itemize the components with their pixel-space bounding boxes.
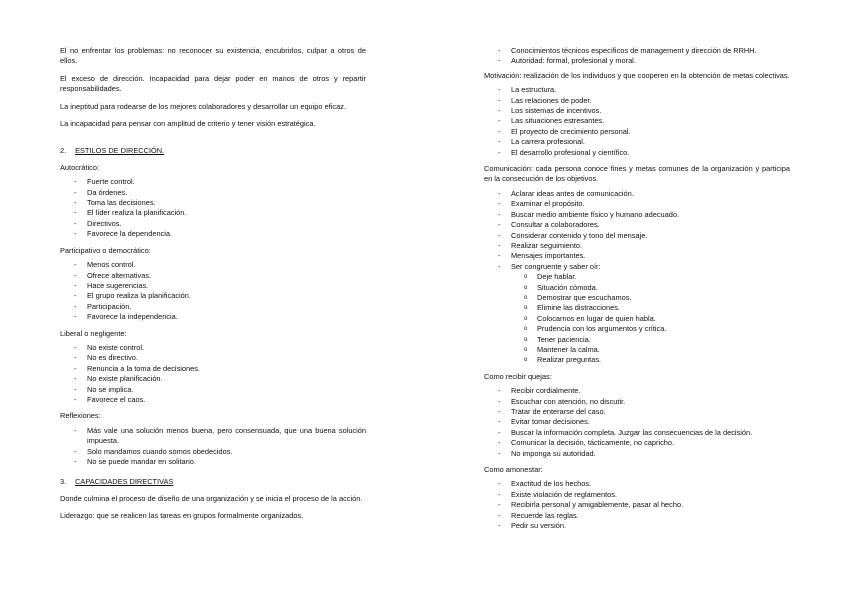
comunicacion-list <box>484 189 790 262</box>
list-item: - Autoridad: formal, profesional y moral. <box>498 56 790 66</box>
list-item: - La carrera profesional. <box>498 137 790 147</box>
autocratico-list <box>60 177 366 239</box>
list-item: - Recibir cordialmente. <box>498 386 790 396</box>
list-item: - Recuerde las reglas. <box>498 511 790 521</box>
section-2-title: ESTILOS DE DIRECCIÓN. <box>75 146 165 156</box>
list-item: - Buscar la información completa. Juzgar las consecuencias de la decisión. <box>498 428 790 438</box>
list-item: - Las situaciones estresantes. <box>498 116 790 126</box>
list-item: - Exactitud de los hechos. <box>498 479 790 489</box>
list-item: - Toma las decisiones. <box>74 198 366 208</box>
reflexiones-list <box>60 426 366 468</box>
list-item: - Menos control. <box>74 260 366 270</box>
section-3-heading <box>60 477 366 487</box>
right-column <box>484 46 790 537</box>
list-item: - Realizar seguimiento. <box>498 241 790 251</box>
list-item: - Tratar de enterarse del caso. <box>498 407 790 417</box>
comunicacion-label: Comunicación: cada persona conoce fines y metas comunes de la organización y participa en la consecución de los objetivos. <box>484 164 790 184</box>
section-3-number: 3. <box>60 477 67 487</box>
amonestar-label: Como amonestar: <box>484 465 543 475</box>
list-item: - El grupo realiza la planificación. <box>74 291 366 301</box>
list-item: - Directivos. <box>74 219 366 229</box>
list-item: - Favorece la independencia. <box>74 312 366 322</box>
list-item: o Elimine las distracciones. <box>524 303 790 313</box>
list-item: - El líder realiza la planificación. <box>74 208 366 218</box>
list-item: - Consultar a colaboradores. <box>498 220 790 230</box>
list-item: o Tener paciencia. <box>524 335 790 345</box>
list-item: o Colocarnos en lugar de quien habla. <box>524 314 790 324</box>
list-item: - Renuncia a la toma de decisiones. <box>74 364 366 374</box>
list-item: - Participación. <box>74 302 366 312</box>
list-item: o Deje hablar. <box>524 272 790 282</box>
list-item: - Evitar tomar decisiones. <box>498 417 790 427</box>
list-item: - Mensajes importantes. <box>498 251 790 261</box>
intro-paragraph: La incapacidad para pensar con amplitud de criterio y tener visión estratégica. <box>60 119 316 129</box>
list-item: - Considerar contenido y tono del mensaje. <box>498 231 790 241</box>
liberal-list <box>60 343 366 405</box>
quejas-list <box>484 386 790 459</box>
list-item: o Situación cómoda. <box>524 283 790 293</box>
quejas-label: Como recibir quejas: <box>484 371 552 381</box>
top-list <box>484 46 790 67</box>
participativo-label: Participativo o democrático: <box>60 245 151 255</box>
liderazgo-paragraph: Liderazgo: que se realicen las tareas en grupos formalmente organizados. <box>60 511 304 521</box>
list-item: - Buscar medio ambiente físico y humano adecuado. <box>498 210 790 220</box>
list-item: - No es directivo. <box>74 353 366 363</box>
list-item: - No existe control. <box>74 343 366 353</box>
intro-paragraph: El no enfrentar los problemas: no reconocer su existencia, encubrirlos, culpar a otros de ellos. <box>60 46 366 66</box>
section-2-heading <box>60 146 366 156</box>
participativo-list <box>60 260 366 322</box>
motivacion-label: Motivación: realización de los individuos y que cooperen en la obtención de metas colectivas. <box>484 70 790 80</box>
list-item: o Demostrar que escuchamos. <box>524 293 790 303</box>
list-item: - Más vale una solución menos buena, pero consensuada, que una buena solución impuesta. <box>74 426 366 447</box>
congruente-list <box>484 262 790 366</box>
list-item: - Las relaciones de poder. <box>498 96 790 106</box>
list-item: - Favorece el caos. <box>74 395 366 405</box>
motivacion-list <box>484 85 790 158</box>
list-item: - No existe planificación. <box>74 374 366 384</box>
list-item: - Solo mandamos cuando somos obedecidos. <box>74 447 366 457</box>
list-item: - Examinar el propósito. <box>498 199 790 209</box>
list-item: - Escuchar con atención, no discutir. <box>498 397 790 407</box>
congruente-label: Ser congruente y saber oír: <box>511 261 601 271</box>
amonestar-list <box>484 479 790 531</box>
list-item: - La estructura. <box>498 85 790 95</box>
section-2-number: 2. <box>60 146 67 156</box>
list-item: - Comunicar la decisión, tácticamente, no capricho. <box>498 438 790 448</box>
list-item: - Da órdenes. <box>74 188 366 198</box>
list-item: - No se puede mandar en solitario. <box>74 457 366 467</box>
liberal-label: Liberal o negligente: <box>60 328 127 338</box>
list-item: - No se implica. <box>74 385 366 395</box>
list-item: - Favorece la dependencia. <box>74 229 366 239</box>
list-item: o Realizar preguntas. <box>524 355 790 365</box>
intro-paragraph: La ineptitud para rodearse de los mejores colaboradores y desarrollar un equipo eficaz. <box>60 101 346 111</box>
list-item: - Ofrece alternativas. <box>74 271 366 281</box>
list-item: - No imponga su autoridad. <box>498 449 790 459</box>
list-item: - Los sistemas de incentivos. <box>498 106 790 116</box>
left-column <box>60 46 366 529</box>
list-item: - Existe violación de reglamentos. <box>498 490 790 500</box>
list-item: - Pedir su versión. <box>498 521 790 531</box>
escuchar-sublist <box>511 272 790 366</box>
list-item: - El desarrollo profesional y científico. <box>498 148 790 158</box>
intro-paragraph: El exceso de dirección. Incapacidad para dejar poder en manos de otros y repartir responsabilidades. <box>60 73 366 94</box>
list-item <box>498 262 790 366</box>
section-3-title: CAPACIDADES DIRECTIVAS <box>75 477 174 487</box>
list-item: - Conocimientos técnicos específicos de management y dirección de RRHH. <box>498 46 790 56</box>
list-item: o Prudencia con los argumentos y crítica. <box>524 324 790 334</box>
list-item: - Aclarar ideas antes de comunicación. <box>498 189 790 199</box>
autocratico-label: Autocrático: <box>60 162 100 172</box>
intro-paragraphs <box>60 46 366 129</box>
list-item: - Hace sugerencias. <box>74 281 366 291</box>
section-3-paragraph: Donde culmina el proceso de diseño de una organización y se inicia el proceso de la acción. <box>60 493 363 503</box>
list-item: - El proyecto de crecimiento personal. <box>498 127 790 137</box>
list-item: - Recibirla personal y amigablemente, pasar al hecho. <box>498 500 790 510</box>
list-item: o Mantener la calma. <box>524 345 790 355</box>
list-item: - Fuerte control. <box>74 177 366 187</box>
reflexiones-label: Reflexiones: <box>60 411 101 421</box>
